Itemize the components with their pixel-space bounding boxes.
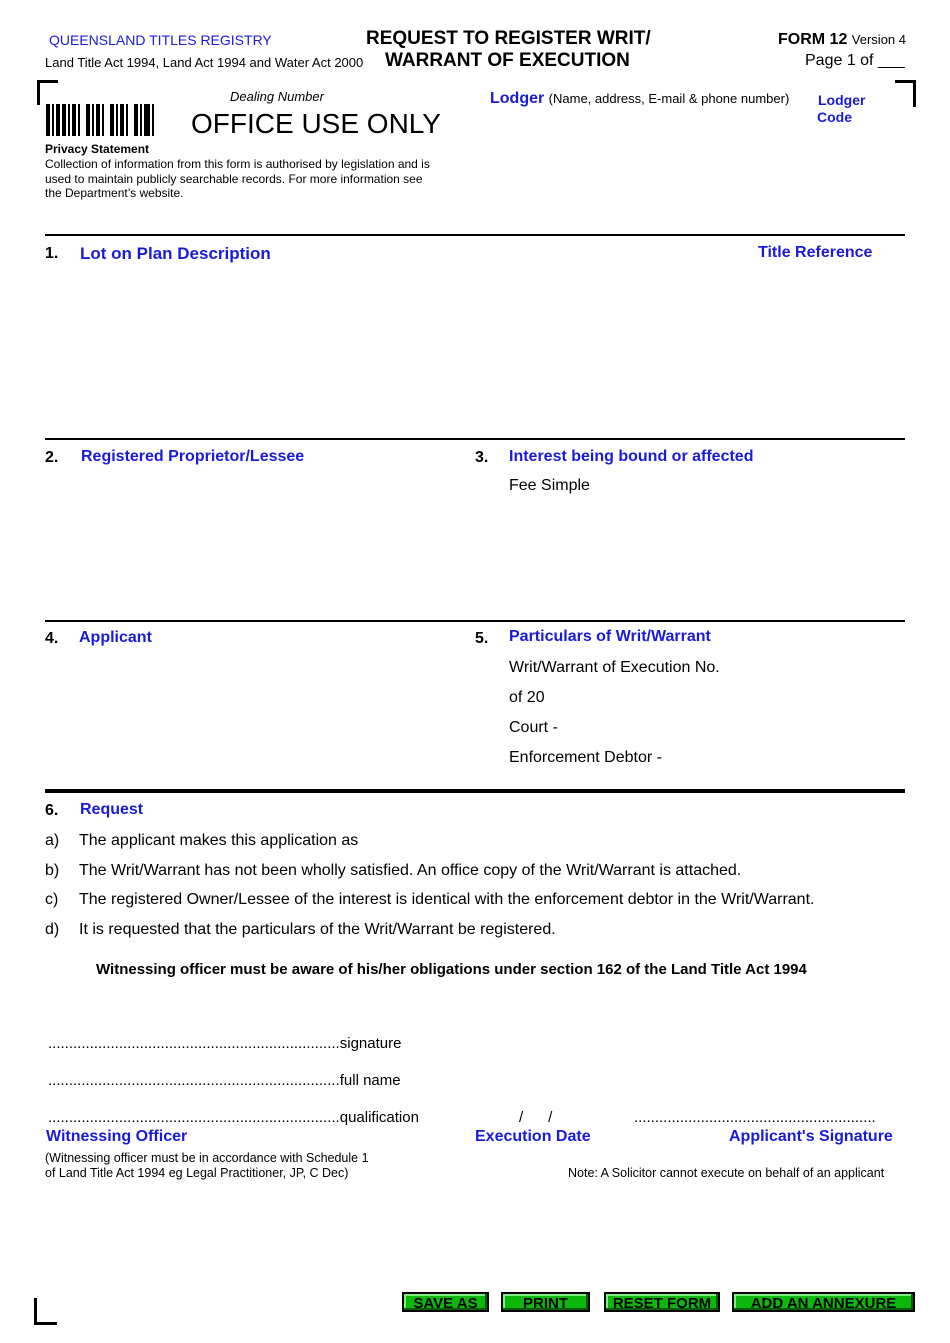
lodger-label: Lodger [490, 90, 545, 107]
full-name-line[interactable] [48, 1072, 401, 1089]
request-item-letter: b) [45, 862, 60, 879]
section-4-number: 4. [45, 630, 59, 647]
section-1-title: Lot on Plan Description [80, 244, 271, 263]
writ-line: of 20 [509, 689, 545, 706]
section-3-number: 3. [475, 449, 489, 466]
section-3-title: Interest being bound or affected [509, 448, 754, 465]
applicant-signature-line[interactable]: .......................................................... [634, 1109, 876, 1126]
privacy-line-2: used to maintain publicly searchable records. For more information see [45, 172, 423, 186]
privacy-title: Privacy Statement [45, 142, 150, 156]
section-4-title: Applicant [79, 629, 152, 646]
qualification-label: qualification [339, 1109, 419, 1126]
execution-date-field[interactable]: / / [519, 1109, 553, 1126]
barcode-icon [46, 104, 156, 136]
divider-section-4 [45, 620, 905, 622]
request-item-text: The registered Owner/Lessee of the interest is identical with the enforcement debtor in the Writ/Warrant. [79, 891, 815, 908]
lodger-block [490, 90, 789, 108]
witness-note-line2: of Land Title Act 1994 eg Legal Practitioner, JP, C Dec) [45, 1166, 349, 1180]
request-item-letter: a) [45, 832, 60, 849]
office-use-only: OFFICE USE ONLY [191, 108, 441, 139]
form-title-line2: WARRANT OF EXECUTION [385, 50, 630, 71]
section-2-title: Registered Proprietor/Lessee [81, 448, 305, 465]
title-reference-label: Title Reference [758, 244, 873, 261]
request-item-text: It is requested that the particulars of the Writ/Warrant be registered. [79, 921, 556, 938]
execution-date-label: Execution Date [475, 1128, 591, 1145]
reset-form-button[interactable]: RESET FORM [604, 1292, 720, 1312]
writ-line: Court - [509, 719, 558, 736]
request-item-text: The Writ/Warrant has not been wholly satisfied. An office copy of the Writ/Warrant is attached. [79, 862, 742, 879]
dotted-line: ...................................................................... [48, 1072, 340, 1089]
privacy-line-1: Collection of information from this form is authorised by legislation and is [45, 157, 430, 171]
save-as-button[interactable]: SAVE AS [402, 1292, 489, 1312]
signature-line[interactable] [48, 1035, 401, 1052]
divider-section-2 [45, 438, 905, 440]
witness-note-line1: (Witnessing officer must be in accordance with Schedule 1 [45, 1151, 369, 1165]
section-2-number: 2. [45, 449, 59, 466]
dealing-number-label: Dealing Number [230, 89, 324, 104]
lodger-hint: (Name, address, E-mail & phone number) [548, 91, 790, 106]
section-5-number: 5. [475, 630, 489, 647]
full-name-label: full name [339, 1072, 401, 1089]
section-5-title: Particulars of Writ/Warrant [509, 628, 711, 645]
request-item-letter: c) [45, 891, 59, 908]
request-item-letter: d) [45, 921, 60, 938]
interest-value: Fee Simple [509, 477, 590, 494]
lodger-code-line2: Code [817, 109, 852, 125]
form-number: FORM 12 [778, 31, 848, 48]
section-6-number: 6. [45, 802, 59, 819]
lodger-code-line1: Lodger [818, 92, 866, 108]
divider-section-1 [45, 234, 905, 236]
signature-label: signature [339, 1035, 402, 1052]
form-version: Version 4 [851, 32, 906, 47]
section-6-title: Request [80, 801, 144, 818]
applicant-signature-label: Applicant's Signature [729, 1128, 893, 1145]
qualification-line[interactable] [48, 1109, 419, 1126]
corner-mark-top-left [37, 80, 58, 105]
dotted-line: ...................................................................... [48, 1109, 340, 1126]
corner-mark-bottom-left [34, 1298, 57, 1325]
divider-section-6 [45, 789, 905, 793]
writ-line: Writ/Warrant of Execution No. [509, 659, 720, 676]
add-annexure-button[interactable]: ADD AN ANNEXURE [732, 1292, 915, 1312]
form-title-line1: REQUEST TO REGISTER WRIT/ [366, 28, 651, 49]
registry-name: QUEENSLAND TITLES REGISTRY [49, 32, 272, 48]
privacy-line-3: the Department’s website. [45, 186, 184, 200]
form-number-block [778, 31, 906, 49]
witnessing-officer-label: Witnessing Officer [46, 1128, 188, 1145]
dotted-line: ...................................................................... [48, 1035, 340, 1052]
print-button[interactable]: PRINT [501, 1292, 590, 1312]
writ-line: Enforcement Debtor - [509, 749, 662, 766]
witness-notice: Witnessing officer must be aware of his/her obligations under section 162 of the Land Title Act 1994 [96, 961, 807, 978]
acts-line: Land Title Act 1994, Land Act 1994 and Water Act 2000 [45, 55, 364, 70]
solicitor-note: Note: A Solicitor cannot execute on behalf of an applicant [568, 1166, 885, 1180]
section-1-number: 1. [45, 245, 59, 262]
corner-mark-top-right [895, 80, 916, 107]
page-indicator: Page 1 of ___ [805, 52, 905, 69]
request-item-text: The applicant makes this application as [79, 832, 359, 849]
